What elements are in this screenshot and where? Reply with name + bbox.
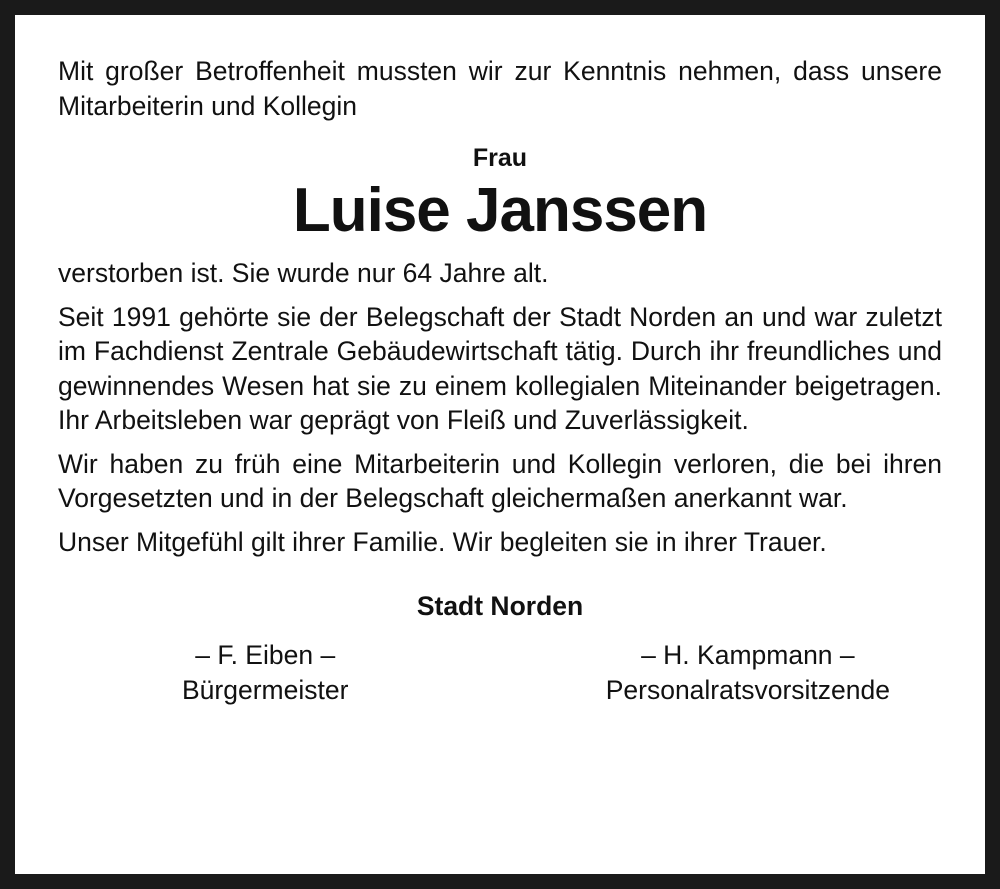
paragraph-condolence: Unser Mitgefühl gilt ihrer Familie. Wir begleiten sie in ihrer Trauer. [58,526,827,557]
organization-name: Stadt Norden [416,591,584,621]
signatory-name: – F. Eiben – [195,640,336,670]
signatory-mayor [182,638,348,707]
signatory-title: Bürgermeister [182,674,349,705]
signatures [58,638,942,707]
signatory-staff-council [606,638,890,707]
paragraph-career: Seit 1991 gehörte sie der Belegschaft der Stadt Norden an und war zuletzt im Fachdienst Zentrale Gebäudewirtschaft tätig. Durch ihr freundliches und gewinnendes Wesen hat sie zu einem kollegialen Miteinander beigetragen. Ihr Arbeitsleben war geprägt von Fleiß und Zuverlässigkeit. [58,301,942,435]
deceased-name: Luise Janssen [292,176,708,245]
signatory-name: – H. Kampmann – [641,640,855,670]
intro-text: Mit großer Betroffenheit mussten wir zur Kenntnis nehmen, dass unsere Mitarbeiterin und Kollegin [58,56,942,121]
signatory-title: Personalratsvorsitzende [605,674,890,705]
salutation: Frau [472,144,528,172]
paragraph-death: verstorben ist. Sie wurde nur 64 Jahre alt. [58,258,549,288]
paragraph-loss: Wir haben zu früh eine Mitarbeiterin und Kollegin verloren, die bei ihren Vorgesetzten und in der Belegschaft gleichermaßen anerkannt war. [58,448,942,513]
